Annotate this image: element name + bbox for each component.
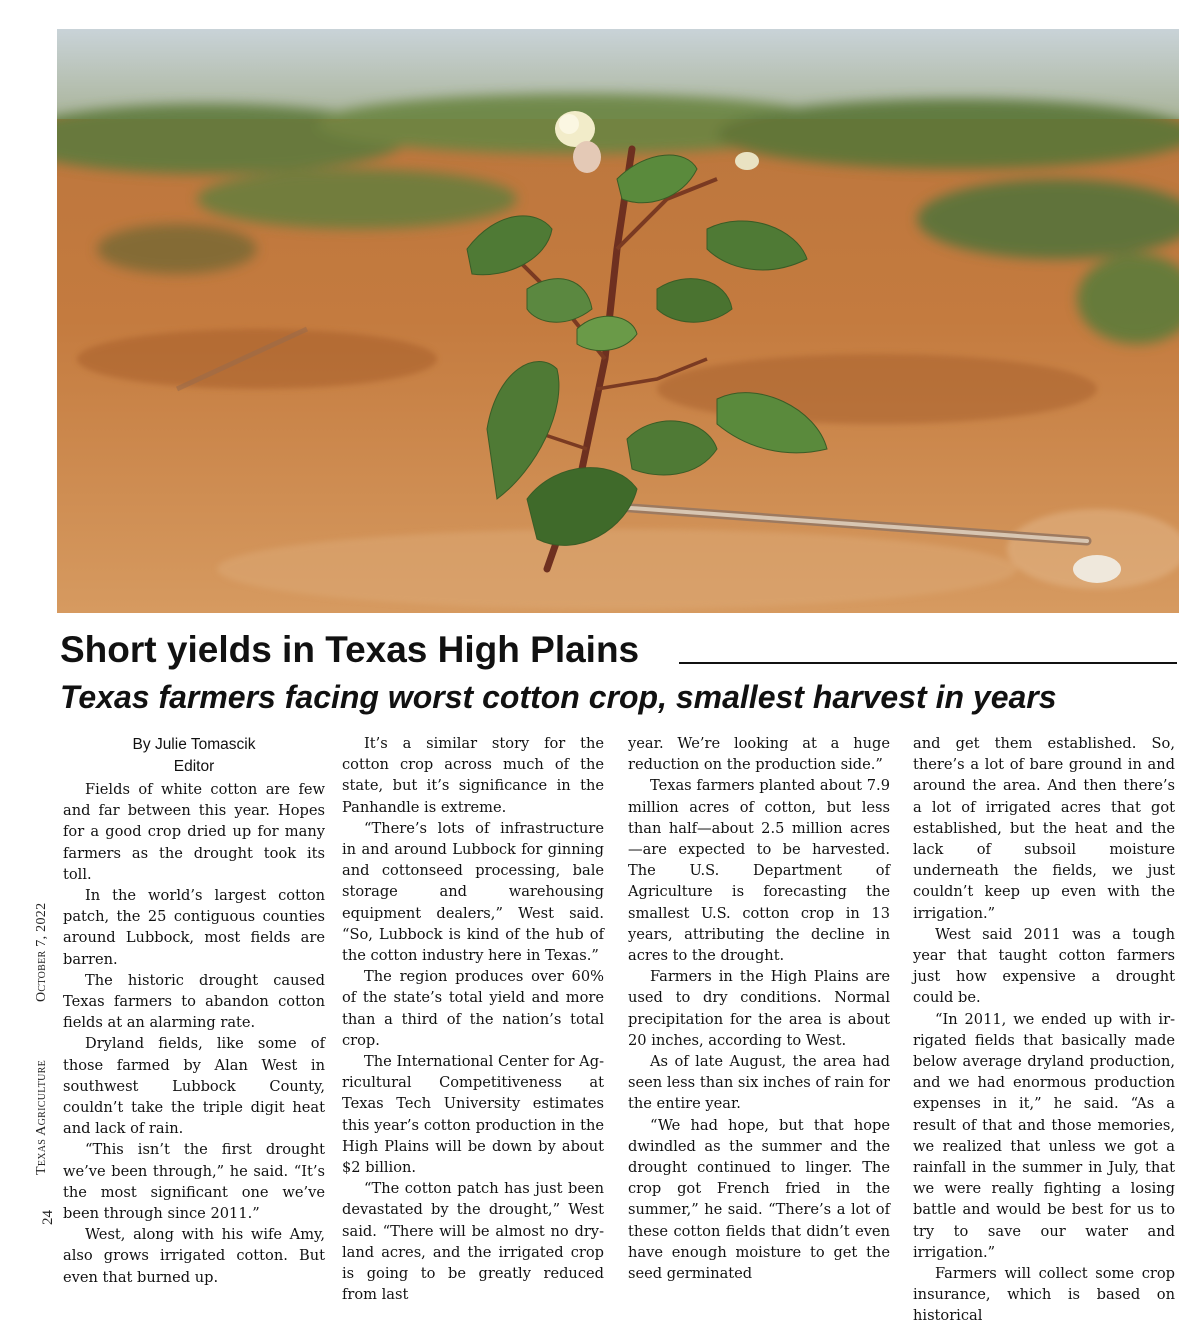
paragraph: As of late August, the area had seen less than six inches of rain for the entire year. bbox=[628, 1053, 890, 1113]
paragraph: “The cotton patch has just been devastated by the drought,” West said. “There will be almost no dryland acres, and the irrigated crop is going to be greatly reduced from last bbox=[342, 1180, 604, 1304]
article-column-2 bbox=[342, 733, 604, 1305]
paragraph: In the world’s largest cotton patch, the 25 contiguous counties around Lubbock, most fields are barren. bbox=[63, 887, 325, 968]
paragraph: The region produces over 60% of the state’s total yield and more than a third of the nation’s total crop. bbox=[342, 968, 604, 1049]
paragraph: The historic drought caused Texas farmers to abandon cotton fields at an alarming rate. bbox=[63, 971, 325, 1032]
paragraph: Dryland fields, like some of those farmed by Alan West in southwest Lubbock County, couldn’t take the triple digit heat and lack of rain. bbox=[63, 1035, 325, 1138]
paragraph: “There’s lots of infrastructure in and around Lubbock for ginning and cottonseed processing, bale storage and warehousing equipment dealers,” West said. “So, Lubbock is kind of the hub of the cotton industry here in Texas.” bbox=[342, 819, 604, 965]
headline-rule bbox=[679, 662, 1177, 664]
paragraph: “In 2011, we ended up with irrigated fields that basically made below average dryland production, and we had enormous production expenses in it,” he said. “As a result of that and those memories, we realized that unless we got a rainfall in the summer in July, that we were really fighting a losing battle and would be best for us to try to save our water and irrigation.” bbox=[913, 1010, 1175, 1261]
article-column-1 bbox=[63, 735, 325, 1288]
article-headline: Short yields in Texas High Plains bbox=[60, 629, 640, 670]
paragraph: The International Center for Agricultural Competitiveness at Texas Tech University estimates this year’s cotton production in the High Plains will be down by about $2 billion. bbox=[342, 1053, 604, 1177]
paragraph: and get them established. So, there’s a lot of bare ground in and around the area. And then there’s a lot of irrigated acres that got established, but the heat and the lack of subsoil moisture underneath the fields, we just couldn’t keep up even with the irrigation.” bbox=[913, 735, 1175, 922]
paragraph: Farmers will collect some crop insurance, which is based on historical bbox=[913, 1265, 1175, 1325]
page-number: 24 bbox=[40, 1210, 56, 1225]
article-subheadline: Texas farmers facing worst cotton crop, smallest harvest in years bbox=[60, 679, 1057, 715]
cotton-plant-photo bbox=[57, 29, 1179, 613]
article-column-4 bbox=[913, 733, 1175, 1327]
paragraph: Fields of white cotton are few and far between this year. Hopes for a good crop dried up for many farmers as the drought took its toll. bbox=[63, 781, 325, 883]
paragraph: West, along with his wife Amy, also grows irrigated cotton. But even that burned up. bbox=[63, 1226, 325, 1286]
issue-date: October 7, 2022 bbox=[34, 902, 49, 1002]
byline-name: By Julie Tomascik bbox=[132, 736, 256, 753]
publication-name: Texas Agriculture bbox=[34, 1059, 49, 1175]
paragraph: “This isn’t the first drought we’ve been through,” he said. “It’s the most significant one we’ve been through since 2011.” bbox=[63, 1141, 325, 1223]
byline-role: Editor bbox=[173, 758, 215, 775]
paragraph: Texas farmers planted about 7.9 million acres of cotton, but less than half—about 2.5 million acres—are expected to be harvested. The U.S. Department of Agriculture is forecasting the smallest U.S. cotton crop in 13 years, attributing the decline in acres to the drought. bbox=[628, 777, 890, 965]
paragraph: year. We’re looking at a huge reduction on the production side.” bbox=[628, 735, 890, 774]
paragraph: West said 2011 was a tough year that taught cotton farmers just how expensive a drought could be. bbox=[913, 925, 1175, 1007]
paragraph: “We had hope, but that hope dwindled as the summer and the drought continued to linger. The crop got French fried in the summer,” he said. “There’s a lot of these cotton fields that didn’t even have enough moisture to get the seed germinated bbox=[628, 1116, 890, 1283]
article-column-3 bbox=[628, 733, 890, 1284]
paragraph: It’s a similar story for the cotton crop across much of the state, but it’s significance in the Panhandle is extreme. bbox=[342, 735, 604, 816]
paragraph: Farmers in the High Plains are used to dry conditions. Normal precipitation for the area is about 20 inches, according to West. bbox=[628, 968, 890, 1049]
